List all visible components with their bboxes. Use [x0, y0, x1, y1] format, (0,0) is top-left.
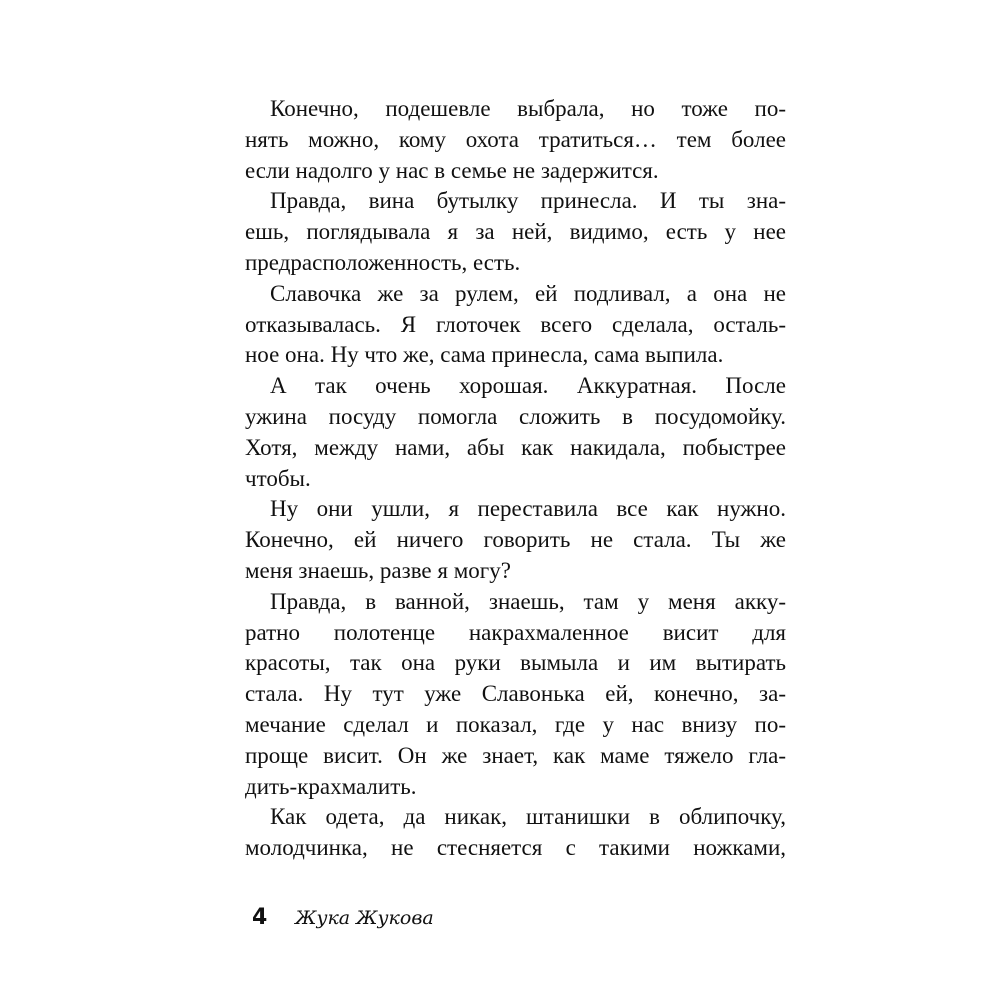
text-line: предрасположенность, есть. — [245, 249, 521, 275]
text-line: Ну они ушли, я переставила все как нужно. — [270, 496, 786, 522]
text-line: меня знаешь, разве я могу? — [245, 557, 511, 583]
text-line: ешь, поглядывала я за ней, видимо, есть у нее — [245, 219, 786, 245]
text-line: красоты, так она руки вымыла и им вытирать — [245, 650, 786, 676]
body-text — [245, 94, 786, 864]
paragraph — [245, 279, 786, 371]
text-line: Славочка же за рулем, ей подливал, а она не — [270, 280, 786, 306]
paragraph — [245, 94, 786, 186]
text-line: Правда, в ванной, знаешь, там у меня акку- — [270, 588, 786, 614]
text-line: стала. Ну тут уже Славонька ей, конечно, за- — [245, 681, 786, 707]
text-line: Как одета, да никак, штанишки в облипочку, — [270, 804, 786, 830]
paragraph — [245, 371, 786, 494]
text-line: проще висит. Он же знает, как маме тяжело гла- — [245, 742, 786, 768]
paragraph — [245, 587, 786, 803]
text-line: Хотя, между нами, абы как накидала, побыстрее — [245, 434, 786, 460]
text-line: если надолго у нас в семье не задержится. — [245, 157, 659, 183]
text-line: молодчинка, не стесняется с такими ножками, — [245, 835, 786, 861]
text-line: мечание сделал и показал, где у нас внизу по- — [245, 711, 786, 737]
text-line: Конечно, подешевле выбрала, но тоже по- — [270, 96, 786, 121]
text-line: дить-крахмалить. — [245, 773, 417, 799]
text-line: Конечно, ей ничего говорить не стала. Ты же — [245, 527, 786, 553]
text-line: чтобы. — [245, 465, 311, 491]
paragraph — [245, 494, 786, 586]
text-line: нять можно, кому охота тратиться… тем более — [245, 126, 786, 152]
text-line: ужина посуду помогла сложить в посудомойку. — [245, 403, 786, 429]
text-line: ное она. Ну что же, сама принесла, сама выпила. — [245, 342, 724, 368]
text-line: А так очень хорошая. Аккуратная. После — [270, 373, 786, 399]
text-line: Правда, вина бутылку принесла. И ты зна- — [270, 188, 786, 214]
paragraph — [245, 186, 786, 278]
text-line: ратно полотенце накрахмаленное висит для — [245, 619, 786, 645]
page-number: 4 — [252, 905, 268, 930]
page-footer — [252, 905, 434, 930]
running-title: Жука Жукова — [295, 907, 434, 929]
paragraph — [245, 802, 786, 864]
text-line: отказывалась. Я глоточек всего сделала, осталь- — [245, 311, 786, 337]
